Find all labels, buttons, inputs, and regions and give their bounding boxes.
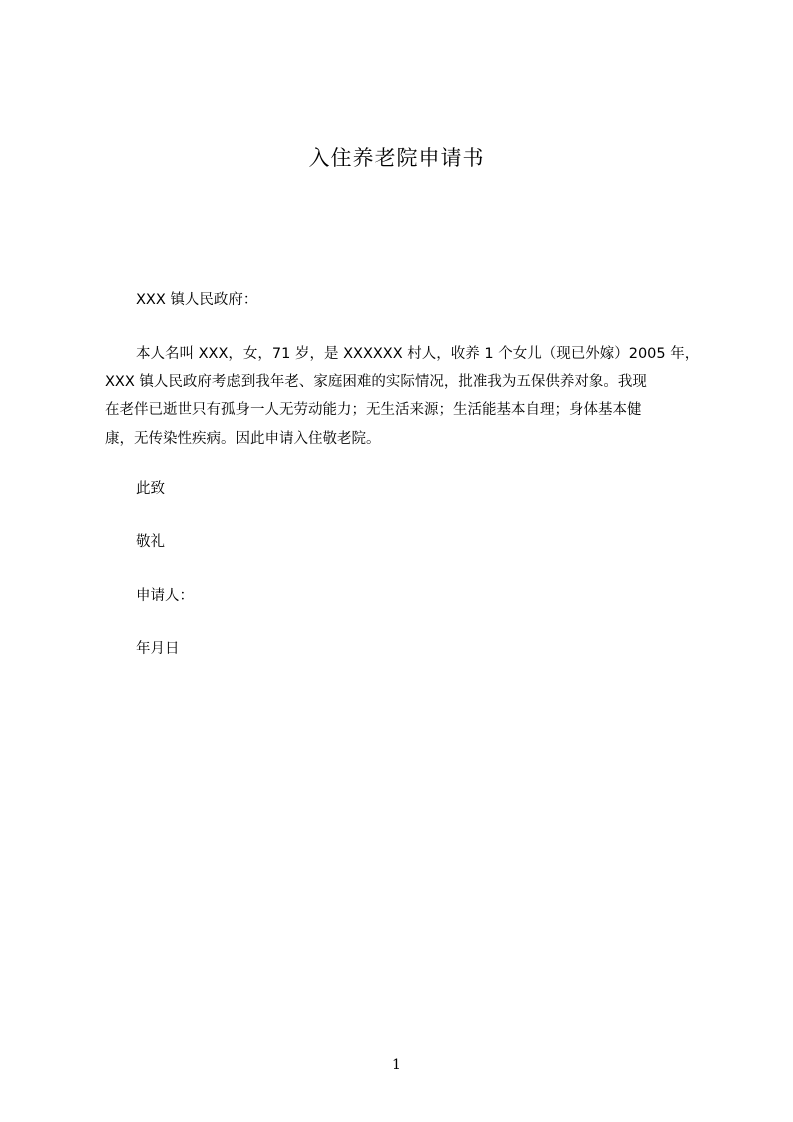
salutation: XXX 镇人民政府： xyxy=(136,292,258,308)
page-number: 1 xyxy=(392,1057,401,1073)
closing-jingli: 敬礼 xyxy=(136,534,165,550)
body-line-2: XXX 镇人民政府考虑到我年老、家庭困难的实际情况，批准我为五保供养对象。我现 xyxy=(105,374,647,390)
body-line-3: 在老伴已逝世只有孤身一人无劳动能力；无生活来源；生活能基本自理；身体基本健 xyxy=(105,402,642,418)
body-line-4: 康，无传染性疾病。因此申请入住敬老院。 xyxy=(105,431,381,447)
body-line-1: 本人名叫 XXX，女，71 岁，是 XXXXXX 村人，收养 1 个女儿（现已外嫁）2005 年， xyxy=(136,346,700,362)
closing-cizhi: 此致 xyxy=(136,481,165,497)
date-label: 年月日 xyxy=(136,641,180,657)
applicant-label: 申请人： xyxy=(136,588,194,604)
document-title: 入住养老院申请书 xyxy=(308,146,485,170)
